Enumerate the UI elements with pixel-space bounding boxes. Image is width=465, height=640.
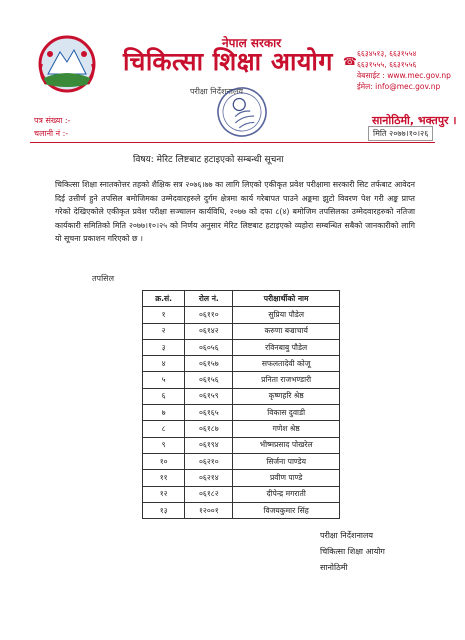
- table-row: [143, 388, 340, 404]
- office-location: सानोठिमी, भक्तपुर ।: [372, 114, 457, 127]
- notice-body: चिकित्सा शिक्षा स्नातकोत्तर तहको शैक्षिक सत्र २०७६।७७ का लागि लिएको एकीकृत प्रवेश परीक्षामा सरकारी सिट तर्फबाट आवेदन दिई उत्तीर्ण हुने तपसिल बमोजिमका उम्मेदवारहरुले दुर्गम क्षेत्रमा कार्य गरेबापत पाउने अङ्कमा झुटो विवरण पेश गरी अङ्क प्राप्त गरेको देखिएकोले एकीकृत प्रवेश परीक्षा सञ्चालन कार्यविधि, २०७७ को दफा ८(४) बमोजिम तपसिलका उम्मेदवारहरुको नतिजा कार्यकारी समितिको मिति २०७७।१०।२५ को निर्णय अनुसार मेरिट लिष्टबाट हटाइएको व्यहोरा सम्बन्धित सबैको जानकारीको लागि यो सूचना प्रकाशन गरिएको छ ।: [55, 180, 415, 243]
- cell-sn: ५: [143, 372, 185, 388]
- issue-date: मिति २०७७।१०।२६: [368, 126, 433, 141]
- cell-sn: ९: [143, 437, 185, 453]
- cell-sn: ६: [143, 388, 185, 404]
- phone-icon: ☎: [343, 55, 357, 68]
- cell-name: विकास दुवाडी: [233, 405, 340, 421]
- signer-organization: चिकित्सा शिक्षा आयोग: [320, 547, 385, 556]
- cell-sn: ११: [143, 470, 185, 486]
- table-row: [143, 486, 340, 502]
- cell-roll: ०६०५६: [185, 339, 233, 355]
- cell-sn: १०: [143, 453, 185, 469]
- cell-name: सफलतादेवी कोजू: [233, 356, 340, 372]
- cell-sn: ८: [143, 421, 185, 437]
- cell-sn: २: [143, 323, 185, 339]
- cell-name: करुणा बज्राचार्य: [233, 323, 340, 339]
- organization-name: चिकित्सा शिक्षा आयोग: [123, 47, 333, 76]
- cell-roll: ०६२१४: [185, 470, 233, 486]
- contact-block: [357, 48, 451, 92]
- cell-roll: ०६१५९: [185, 388, 233, 404]
- col-header-name: परीक्षार्थीको नाम: [233, 291, 340, 307]
- signer-directorate: परीक्षा निर्देशनालय: [320, 531, 374, 540]
- header-divider: [30, 142, 435, 143]
- cell-roll: ०६११०: [185, 307, 233, 323]
- table-row: [143, 323, 340, 339]
- directorate-label: परीक्षा निर्देशनालय: [190, 87, 244, 96]
- table-row: [143, 307, 340, 323]
- table-row: [143, 453, 340, 469]
- col-header-sn: क्र.सं.: [143, 291, 185, 307]
- cell-name: प्रवीण पाण्डे: [233, 470, 340, 486]
- table-row: [143, 421, 340, 437]
- cell-sn: १२: [143, 486, 185, 502]
- phone-line-1: ६६३४५१३, ६६३१५५४: [357, 49, 417, 58]
- cell-roll: ०६१८२: [185, 486, 233, 502]
- cell-name: कृष्णहरि श्रेष्ठ: [233, 388, 340, 404]
- cell-name: सिर्जना पाण्डेय: [233, 453, 340, 469]
- cell-sn: ७: [143, 405, 185, 421]
- cell-sn: ३: [143, 339, 185, 355]
- removed-candidates-table: [142, 290, 340, 519]
- table-row: [143, 356, 340, 372]
- cell-roll: ०६२१०: [185, 453, 233, 469]
- signature-block: [320, 528, 385, 576]
- table-row: [143, 405, 340, 421]
- cell-roll: ०६१५६: [185, 372, 233, 388]
- cell-name: दीपेन्द्र मगराती: [233, 486, 340, 502]
- nepal-emblem-icon: [34, 34, 100, 94]
- letter-number-label: पत्र संख्या :-: [34, 116, 71, 125]
- table-row: [143, 437, 340, 453]
- cell-name: विजयकुमार सिंह: [233, 502, 340, 518]
- cell-sn: ४: [143, 356, 185, 372]
- details-label: तपसिल: [92, 274, 115, 283]
- dispatch-number-label: चलानी नं :-: [34, 129, 69, 138]
- cell-roll: ०६१९४: [185, 437, 233, 453]
- cell-sn: १: [143, 307, 185, 323]
- signer-location: सानोठिमी: [320, 563, 348, 572]
- table-row: [143, 372, 340, 388]
- phone-line-2: ६६३१५५५, ६६३१५५६: [357, 60, 417, 69]
- email-link[interactable]: ईमेल: info@mec.gov.np: [357, 82, 441, 91]
- cell-roll: ०६१८७: [185, 421, 233, 437]
- cell-sn: १३: [143, 502, 185, 518]
- cell-roll: १२००१: [185, 502, 233, 518]
- cell-name: रविनबाबु पौडेल: [233, 339, 340, 355]
- office-seal-stamp: [210, 80, 274, 144]
- col-header-roll: रोल नं.: [185, 291, 233, 307]
- cell-name: प्रनिता राजभण्डारी: [233, 372, 340, 388]
- table-row: [143, 502, 340, 518]
- government-label: नेपाल सरकार: [222, 36, 282, 50]
- table-row: [143, 339, 340, 355]
- table-row: [143, 470, 340, 486]
- cell-roll: ०६१४२: [185, 323, 233, 339]
- cell-name: भीष्मप्रसाद पोखरेल: [233, 437, 340, 453]
- cell-roll: ०६१५७: [185, 356, 233, 372]
- cell-name: गणेश श्रेष्ठ: [233, 421, 340, 437]
- notice-subject: विषय: मेरिट लिष्टबाट हटाइएको सम्बन्धी सूचना: [133, 155, 284, 165]
- table-header-row: [143, 291, 340, 307]
- cell-roll: ०६१६५: [185, 405, 233, 421]
- cell-name: सुप्रिया पौडेल: [233, 307, 340, 323]
- website-link[interactable]: वेबसाईट : www.mec.gov.np: [357, 71, 451, 80]
